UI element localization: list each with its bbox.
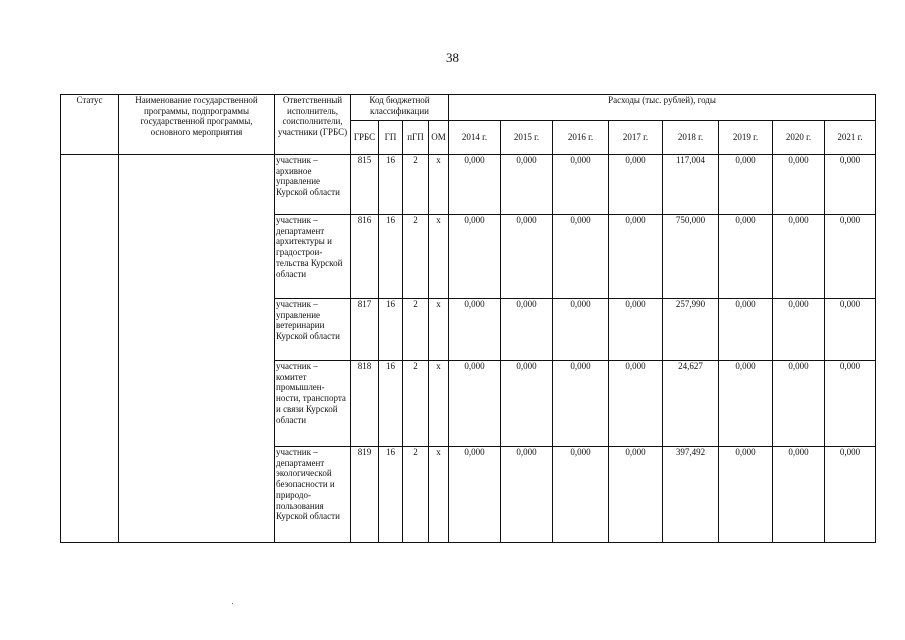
om-cell: х — [429, 299, 449, 361]
header-status: Статус — [61, 95, 119, 155]
page-number: 38 — [446, 50, 459, 65]
gp-cell: 16 — [379, 215, 403, 299]
value-cell: 0,000 — [449, 155, 501, 215]
header-year: 2014 г. — [449, 121, 501, 155]
header-year: 2020 г. — [773, 121, 825, 155]
header-name: Наименование государственной программы, подпрограммы государственной программы, основного мероприятия — [119, 95, 275, 155]
value-cell: 0,000 — [501, 299, 553, 361]
value-cell: 0,000 — [773, 215, 825, 299]
pgp-cell: 2 — [403, 447, 429, 543]
header-year: 2018 г. — [663, 121, 719, 155]
value-cell: 0,000 — [553, 215, 609, 299]
scan-speck — [232, 603, 233, 604]
grbs-cell: 816 — [351, 215, 379, 299]
grbs-cell: 819 — [351, 447, 379, 543]
value-cell: 0,000 — [719, 447, 773, 543]
value-cell: 0,000 — [773, 299, 825, 361]
budget-table — [60, 94, 876, 543]
value-cell: 0,000 — [719, 299, 773, 361]
value-cell: 0,000 — [553, 361, 609, 447]
header-grbs: ГРБС — [351, 121, 379, 155]
value-cell: 0,000 — [609, 155, 663, 215]
value-cell: 0,000 — [553, 299, 609, 361]
value-cell: 0,000 — [773, 447, 825, 543]
value-cell: 0,000 — [825, 155, 876, 215]
value-cell: 0,000 — [719, 155, 773, 215]
value-cell: 0,000 — [719, 215, 773, 299]
grbs-cell: 817 — [351, 299, 379, 361]
value-cell: 0,000 — [609, 299, 663, 361]
om-cell: х — [429, 361, 449, 447]
value-cell: 397,492 — [663, 447, 719, 543]
value-cell: 0,000 — [825, 215, 876, 299]
om-cell: х — [429, 447, 449, 543]
executor-cell: участник – департамент архитектуры и градострои-тельства Курской области — [275, 215, 351, 299]
gp-cell: 16 — [379, 155, 403, 215]
value-cell: 0,000 — [501, 447, 553, 543]
header-year: 2021 г. — [825, 121, 876, 155]
value-cell: 0,000 — [825, 299, 876, 361]
header-year: 2019 г. — [719, 121, 773, 155]
om-cell: х — [429, 215, 449, 299]
grbs-cell: 818 — [351, 361, 379, 447]
value-cell: 0,000 — [719, 361, 773, 447]
gp-cell: 16 — [379, 447, 403, 543]
grbs-cell: 815 — [351, 155, 379, 215]
value-cell: 0,000 — [449, 299, 501, 361]
gp-cell: 16 — [379, 299, 403, 361]
name-cell — [119, 155, 275, 543]
status-cell — [61, 155, 119, 543]
header-expenses: Расходы (тыс. рублей), годы — [449, 95, 876, 121]
executor-cell: участник – департамент экологической безопасности и природо-пользования Курской области — [275, 447, 351, 543]
value-cell: 0,000 — [825, 447, 876, 543]
executor-cell: участник – комитет промышлен-ности, транспорта и связи Курской области — [275, 361, 351, 447]
gp-cell: 16 — [379, 361, 403, 447]
value-cell: 0,000 — [501, 215, 553, 299]
value-cell: 24,627 — [663, 361, 719, 447]
value-cell: 0,000 — [553, 447, 609, 543]
value-cell: 0,000 — [449, 361, 501, 447]
value-cell: 0,000 — [609, 447, 663, 543]
pgp-cell: 2 — [403, 361, 429, 447]
value-cell: 0,000 — [501, 155, 553, 215]
table-row — [61, 155, 876, 215]
value-cell: 0,000 — [609, 215, 663, 299]
value-cell: 117,004 — [663, 155, 719, 215]
header-budget-code: Код бюджетной классификации — [351, 95, 449, 121]
header-year: 2016 г. — [553, 121, 609, 155]
value-cell: 0,000 — [501, 361, 553, 447]
executor-cell: участник – управление ветеринарии Курской области — [275, 299, 351, 361]
value-cell: 750,000 — [663, 215, 719, 299]
pgp-cell: 2 — [403, 299, 429, 361]
header-gp: ГП — [379, 121, 403, 155]
value-cell: 0,000 — [773, 155, 825, 215]
om-cell: х — [429, 155, 449, 215]
header-year: 2017 г. — [609, 121, 663, 155]
value-cell: 0,000 — [825, 361, 876, 447]
value-cell: 0,000 — [449, 447, 501, 543]
value-cell: 0,000 — [449, 215, 501, 299]
value-cell: 257,990 — [663, 299, 719, 361]
header-executor: Ответственный исполнитель, соисполнители, участники (ГРБС) — [275, 95, 351, 155]
header-year: 2015 г. — [501, 121, 553, 155]
pgp-cell: 2 — [403, 155, 429, 215]
executor-cell: участник – архивное управление Курской области — [275, 155, 351, 215]
value-cell: 0,000 — [773, 361, 825, 447]
value-cell: 0,000 — [553, 155, 609, 215]
header-pgp: пГП — [403, 121, 429, 155]
pgp-cell: 2 — [403, 215, 429, 299]
value-cell: 0,000 — [609, 361, 663, 447]
header-om: ОМ — [429, 121, 449, 155]
